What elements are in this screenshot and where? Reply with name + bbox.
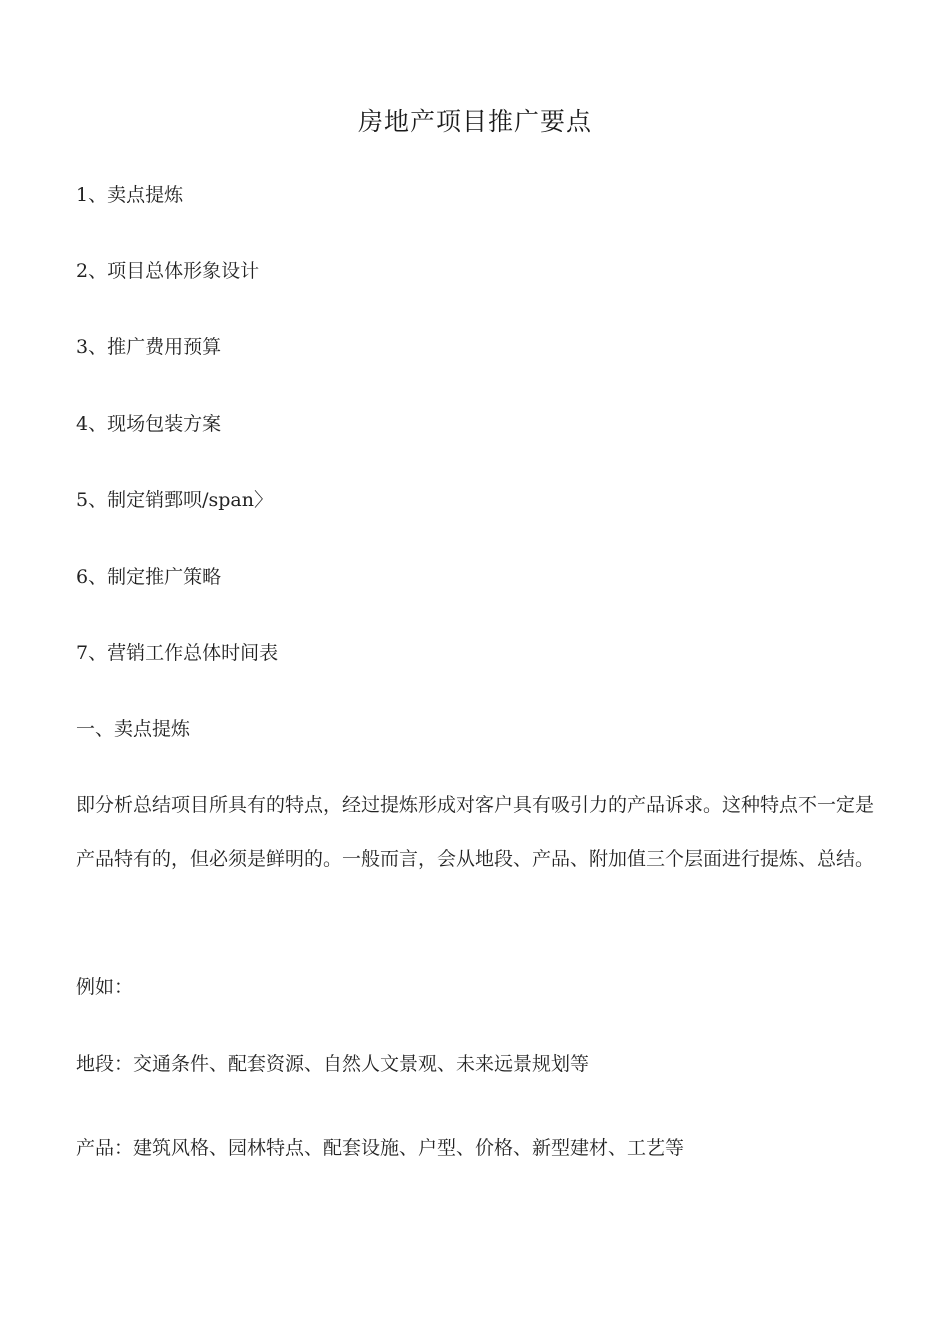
- toc-item-3: 3、推广费用预算: [76, 336, 222, 358]
- section-paragraph: 即分析总结项目所具有的特点，经过提炼形成对客户具有吸引力的产品诉求。这种特点不一定是产品特有的，但必须是鲜明的。一般而言，会从地段、产品、附加值三个层面进行提炼、总结。: [76, 794, 875, 870]
- toc-item-1: 1、卖点提炼: [76, 184, 184, 206]
- example-product: 产品：建筑风格、园林特点、配套设施、户型、价格、新型建材、工艺等: [76, 1137, 685, 1159]
- document-title: 房地产项目推广要点: [357, 107, 592, 136]
- toc-item-4: 4、现场包装方案: [76, 413, 222, 435]
- section-heading: 一、卖点提炼: [76, 718, 191, 740]
- toc-item-5: 5、制定销鄄呗/span〉: [76, 489, 273, 511]
- toc-item-2: 2、项目总体形象设计: [76, 260, 260, 282]
- example-location: 地段：交通条件、配套资源、自然人文景观、未来远景规划等: [76, 1053, 590, 1075]
- toc-item-6: 6、制定推广策略: [76, 566, 222, 588]
- toc-item-7: 7、营销工作总体时间表: [76, 642, 279, 664]
- example-intro: 例如：: [76, 976, 134, 998]
